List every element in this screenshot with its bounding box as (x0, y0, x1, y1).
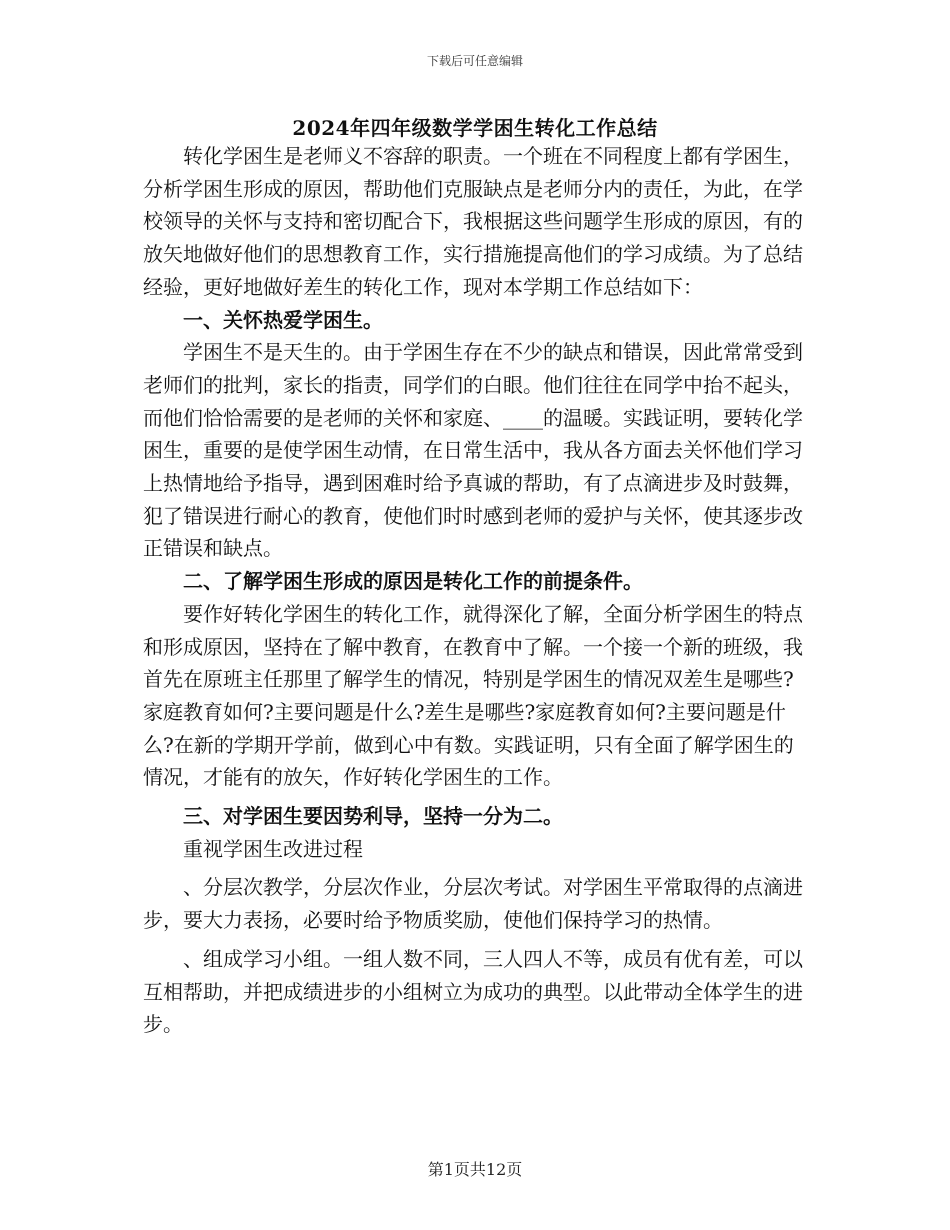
section-3-subheading: 重视学困生改进过程 (183, 836, 363, 861)
document-title: 2024年四年级数学学困生转化工作总结 (292, 116, 658, 140)
section-3-item-1: 、分层次教学，分层次作业，分层次考试。对学困生平常取得的点滴进步，要大力表扬，必要时给予物质奖励，使他们保持学习的热情。 (143, 875, 803, 933)
section-2-paragraph: 要作好转化学困生的转化工作，就得深化了解，全面分析学困生的特点和形成原因，坚持在了解中教育，在教育中了解。一个接一个新的班级，我首先在原班主任那里了解学生的情况，特别是学困生的情况双差生是哪些?家庭教育如何?主要问题是什么?差生是哪些?家庭教育如何?主要问题是什么?在新的学期开学前，做到心中有数。实践证明，只有全面了解学困生的情况，才能有的放矢，作好转化学困生的工作。 (143, 601, 803, 790)
section-heading-3: 三、对学困生要因势利导，坚持一分为二。 (183, 804, 563, 829)
section-heading-1: 一、关怀热爱学困生。 (183, 307, 383, 332)
page-number: 第1页共12页 (427, 1160, 523, 1179)
header-note: 下载后可任意编辑 (426, 54, 523, 68)
section-heading-2: 二、了解学困生形成的原因是转化工作的前提条件。 (183, 569, 643, 594)
section-3-item-2: 、组成学习小组。一组人数不同，三人四人不等，成员有优有差，可以互相帮助，并把成绩进步的小组树立为成功的典型。以此带动全体学生的进步。 (143, 946, 803, 1037)
document-body (143, 140, 808, 1041)
intro-paragraph: 转化学困生是老师义不容辞的职责。一个班在不同程度上都有学困生，分析学困生形成的原因，帮助他们克服缺点是老师分内的责任，为此，在学校领导的关怀与支持和密切配合下，我根据这些问题学生形成的原因，有的放矢地做好他们的思想教育工作，实行措施提高他们的学习成绩。为了总结经验，更好地做好差生的转化工作，现对本学期工作总结如下： (143, 144, 803, 299)
section-1-paragraph: 学困生不是天生的。由于学困生存在不少的缺点和错误，因此常常受到老师们的批判，家长的指责，同学们的白眼。他们往往在同学中抬不起头，而他们恰恰需要的是老师的关怀和家庭、____的温暖。实践证明，要转化学困生，重要的是使学困生动情，在日常生活中，我从各方面去关怀他们学习上热情地给予指导，遇到困难时给予真诚的帮助，有了点滴进步及时鼓舞，犯了错误进行耐心的教育，使他们时时感到老师的爱护与关怀，使其逐步改正错误和缺点。 (143, 340, 803, 561)
